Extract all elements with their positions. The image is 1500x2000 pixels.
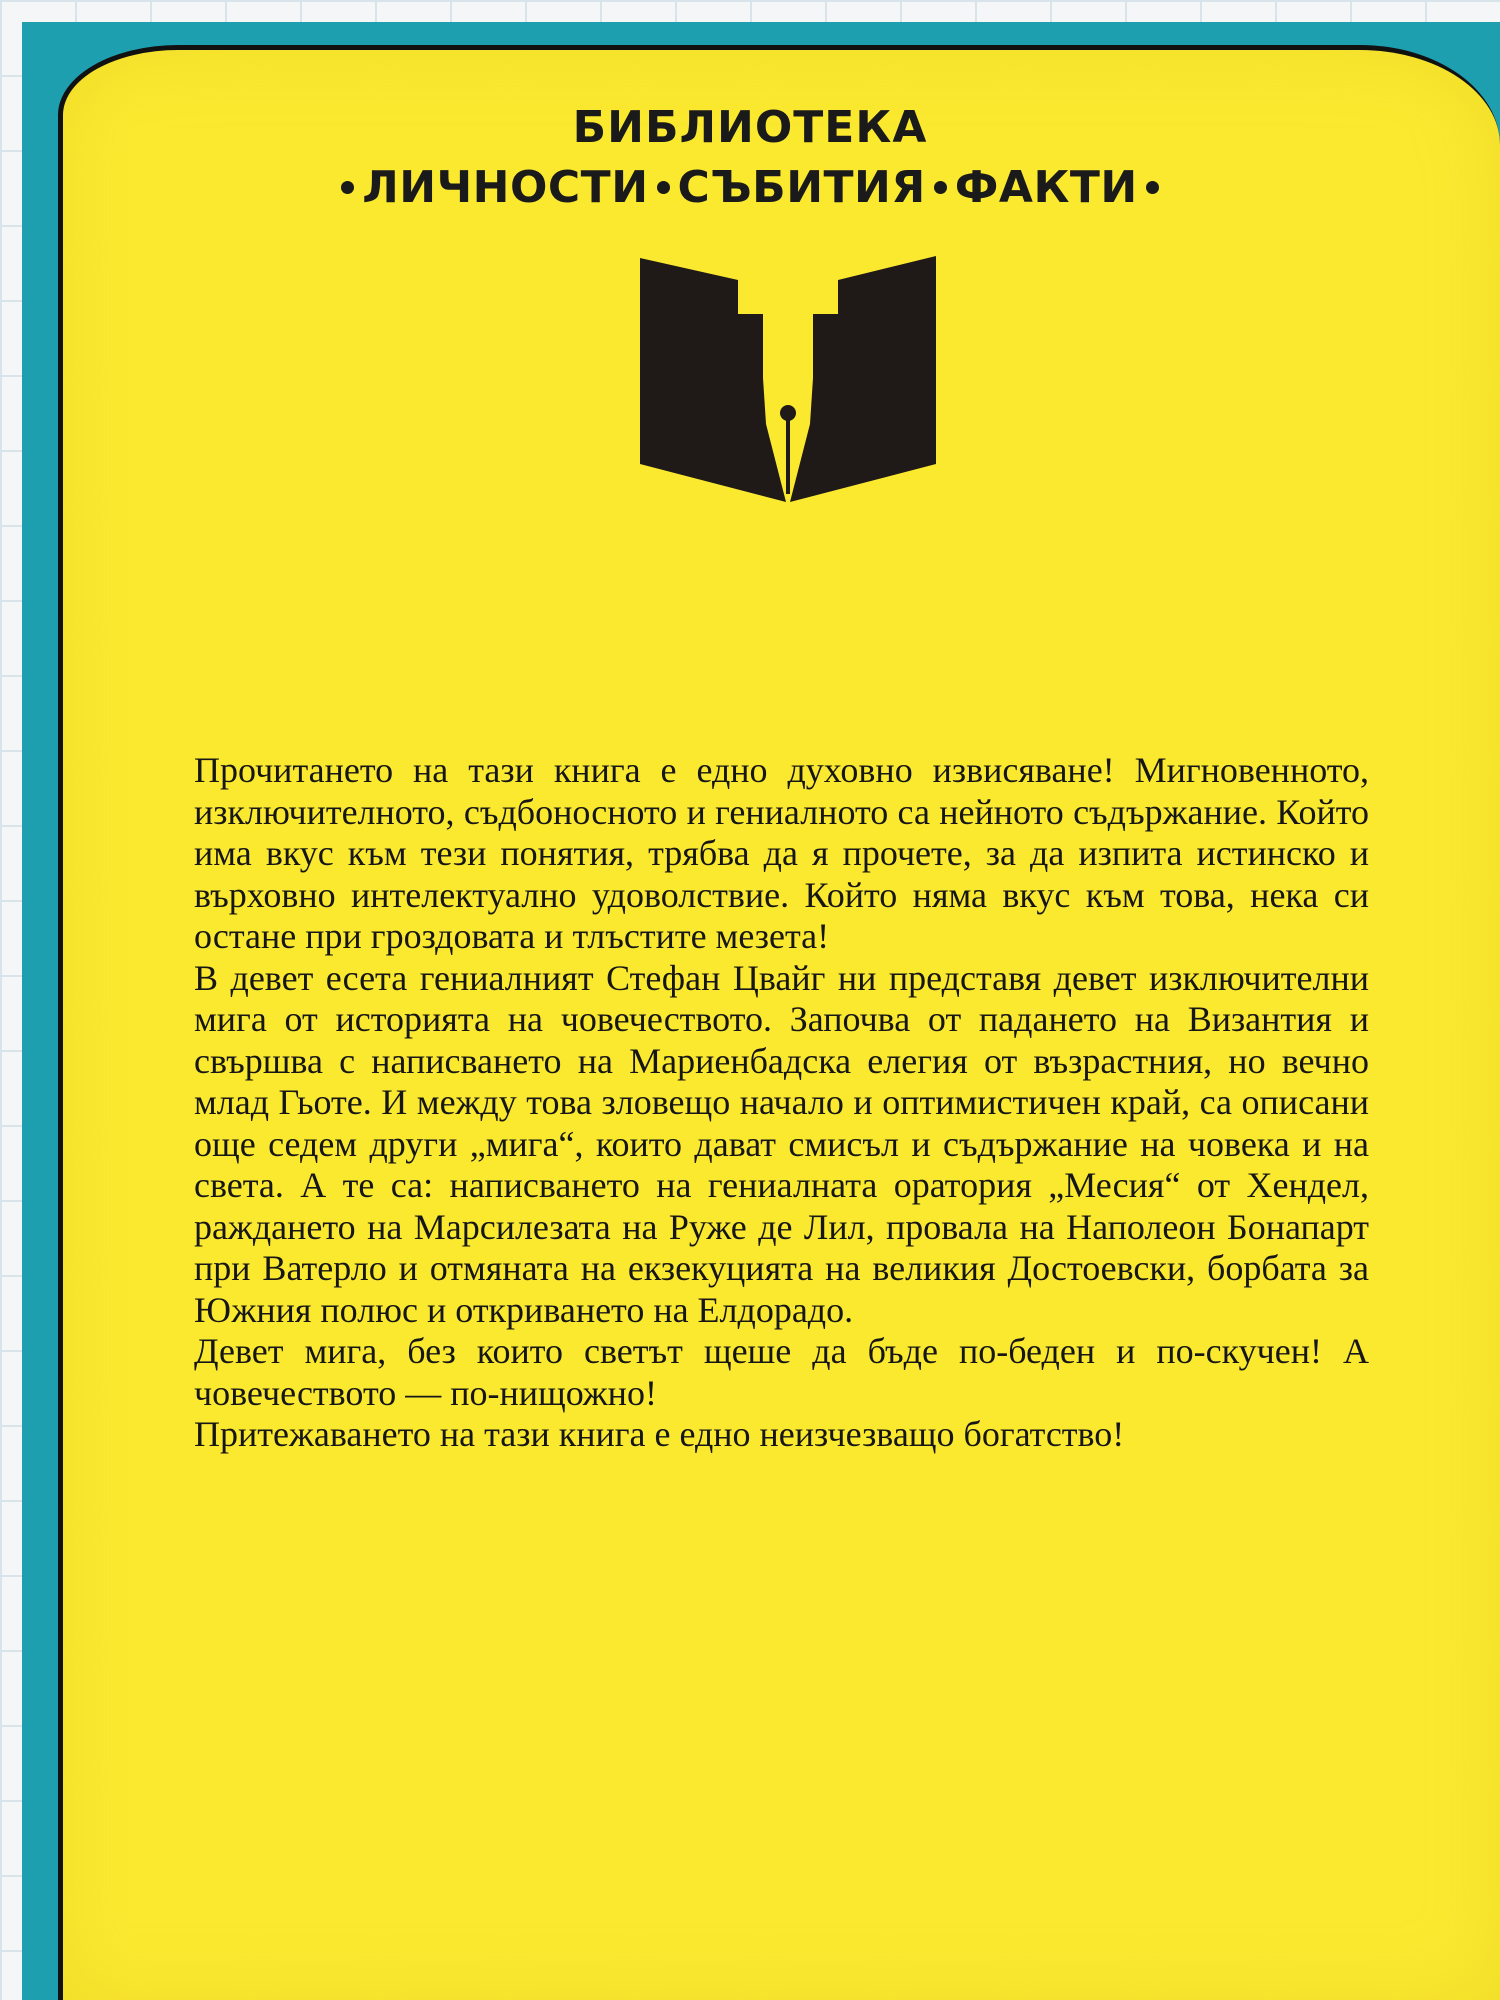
series-subtitle: [0, 162, 1500, 213]
bullet-dot: [934, 181, 947, 194]
bullet-dot: [657, 181, 670, 194]
bullet-dot: [341, 181, 354, 194]
blurb-text: [194, 750, 1369, 1456]
blurb-paragraph: Прочитането на тази книга е едно духовно извисяване! Мигновенното, изключителното, съдбоносното и гениалното са нейното съдържание. Който има вкус към тези понятия, трябва да я прочете, за да изпита истинско и върховно интелектуално удоволствие. Който няма вкус към това, нека си остане при гроздовата и тлъстите мезета!: [194, 750, 1369, 956]
blurb-paragraph: Притежаването на тази книга е едно неизчезващо богатство!: [194, 1414, 1125, 1454]
blurb-paragraph: В девет есета гениалният Стефан Цвайг ни представя девет изключителни мига от историята на човечеството. Започва от падането на Византия и свършва с написването на Мариенбадска елегия от възрастния, но вечно млад Гьоте. И между това зловещо начало и оптимистичен край, са описани още седем други „мига“, които дават смисъл и съдържание на човека и на света. А те са: написването на гениалната оратория „Месия“ от Хендел, раждането на Марсилезата на Руже де Лил, провала на Наполеон Бонапарт при Ватерло и отмяната на екзекуцията на великия Достоевски, борбата за Южния полюс и откриването на Елдорадо.: [194, 957, 1369, 1330]
series-word-3: ФАКТИ: [954, 162, 1138, 213]
series-word-1: ЛИЧНОСТИ: [362, 162, 649, 213]
series-word-2: СЪБИТИЯ: [677, 162, 926, 213]
series-title: БИБЛИОТЕКА: [572, 102, 928, 153]
book-pen-nib-icon: [638, 252, 938, 507]
blurb-paragraph: Девет мига, без които светът щеше да бъде по-беден и по-скучен! А човечеството — по-нищожно!: [194, 1331, 1369, 1413]
bullet-dot: [1146, 181, 1159, 194]
